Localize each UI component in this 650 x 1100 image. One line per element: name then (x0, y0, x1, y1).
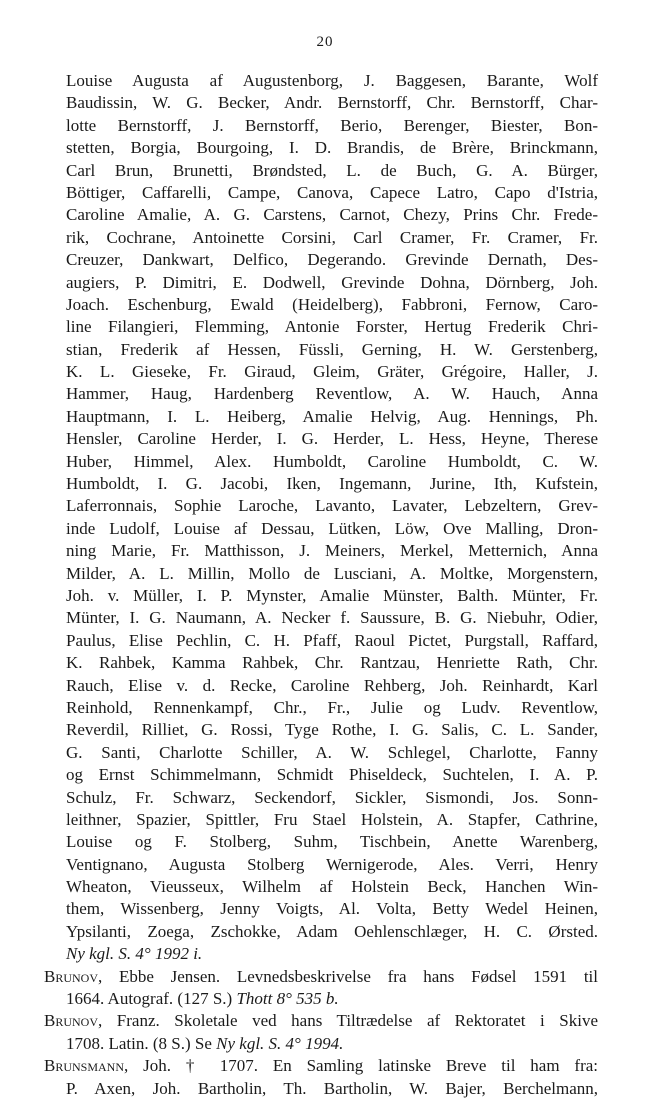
entry-heading-line (44, 1010, 598, 1032)
text-line: Milder, A. L. Millin, Mollo de Lusciani, A. Moltke, Morgenstern, (66, 563, 598, 583)
text-line: G. Santi, Charlotte Schiller, A. W. Schlegel, Charlotte, Fanny (66, 742, 598, 762)
text-line: Baudissin, W. G. Becker, Andr. Bernstorff, Chr. Bernstorff, Char- (66, 93, 598, 113)
text-line: ning Marie, Fr. Matthisson, J. Meiners, Merkel, Metternich, Anna (66, 541, 598, 561)
text-line: stian, Frederik af Hessen, Füssli, Gerning, H. W. Gerstenberg, (66, 339, 598, 359)
text-line: augiers, P. Dimitri, E. Dodwell, Grevinde Dohna, Dörnberg, Joh. (66, 272, 598, 292)
text-line: them, Wissenberg, Jenny Voigts, Al. Volta, Betty Wedel Heinen, (66, 899, 598, 919)
entry-heading-line (44, 966, 598, 988)
entry-text: 1664. Autograf. (127 S.) (66, 989, 233, 1009)
entry-text: , Ebbe Jensen. Levnedsbeskrivelse fra hans Fødsel 1591 til (98, 966, 598, 986)
shelfmark: Ny kgl. S. 4° 1992 i. (66, 944, 203, 964)
text-line: Huber, Himmel, Alex. Humboldt, Caroline Humboldt, C. W. (66, 451, 598, 471)
text-line: Hammer, Haug, Hardenberg Reventlow, A. W. Hauch, Anna (66, 384, 598, 404)
entry-continuation-line (66, 988, 598, 1010)
text-line: Böttiger, Caffarelli, Campe, Canova, Capece Latro, Capo d'Istria, (66, 182, 598, 202)
text-line: lotte Bernstorff, J. Bernstorff, Berio, Berenger, Biester, Bon- (66, 115, 598, 135)
text-line: Reinhold, Rennenkampf, Chr., Fr., Julie og Ludv. Reventlow, (66, 697, 598, 717)
page-number: 20 (316, 34, 334, 50)
text-line: Caroline Amalie, A. G. Carstens, Carnot, Chezy, Prins Chr. Frede- (66, 205, 598, 225)
text-line: Ventignano, Augusta Stolberg Wernigerode, Ales. Verri, Henry (66, 854, 598, 874)
text-line: Creuzer, Dankwart, Delfico, Degerando. Grevinde Dernath, Des- (66, 250, 598, 270)
text-line: og Ernst Schimmelmann, Schmidt Phiseldeck, Suchtelen, I. A. P. (66, 765, 598, 785)
text-line: Paulus, Elise Pechlin, C. H. Pfaff, Raoul Pictet, Purgstall, Raffard, (66, 630, 598, 650)
text-line: K. L. Gieseke, Fr. Giraud, Gleim, Gräter, Grégoire, Haller, J. (66, 362, 598, 382)
text-line: Louise Augusta af Augustenborg, J. Baggesen, Barante, Wolf (66, 71, 598, 90)
index-text (44, 70, 598, 1100)
text-line: stetten, Borgia, Bourgoing, I. D. Brandis, de Brère, Brinckmann, (66, 138, 598, 158)
entry-heading-line (44, 1055, 598, 1077)
text-line: leithner, Spazier, Spittler, Fru Stael Holstein, A. Stapfer, Cathrine, (66, 809, 598, 829)
shelfmark: Thott 8° 535 b. (236, 989, 339, 1009)
entry-continuation-line (66, 1078, 598, 1100)
text-line: rik, Cochrane, Antoinette Corsini, Carl Cramer, Fr. Cramer, Fr. (66, 227, 598, 247)
text-line: Schulz, Fr. Schwarz, Seckendorf, Sickler, Sismondi, Jos. Sonn- (66, 787, 598, 807)
text-line: Louise og F. Stolberg, Suhm, Tischbein, Anette Warenberg, (66, 832, 598, 852)
text-line: K. Rahbek, Kamma Rahbek, Chr. Rantzau, Henriette Rath, Chr. (66, 653, 598, 673)
shelfmark-line (66, 943, 598, 965)
text-line: Ypsilanti, Zoega, Zschokke, Adam Oehlenschlæger, H. C. Ørsted. (66, 921, 598, 941)
text-line: Carl Brun, Brunetti, Brøndsted, L. de Buch, G. A. Bürger, (66, 160, 598, 180)
entry-text: 1708. Latin. (8 S.) Se (66, 1033, 212, 1053)
text-line: Münter, I. G. Naumann, A. Necker f. Saussure, B. G. Niebuhr, Odier, (66, 608, 598, 628)
text-line: Hensler, Caroline Herder, I. G. Herder, L. Hess, Heyne, Therese (66, 429, 598, 449)
entry-text: , Franz. Skoletale ved hans Tiltrædelse af Rektoratet i Skive (98, 1011, 598, 1031)
entry-surname: Brunov (44, 1011, 99, 1031)
text-line: Rauch, Elise v. d. Recke, Caroline Rehberg, Joh. Reinhardt, Karl (66, 675, 598, 695)
shelfmark: Ny kgl. S. 4° 1994. (216, 1033, 344, 1053)
entry-continuation-line (66, 1033, 598, 1055)
text-line: Hauptmann, I. L. Heiberg, Amalie Helvig, Aug. Hennings, Ph. (66, 406, 598, 426)
text-line: Joh. v. Müller, I. P. Mynster, Amalie Münster, Balth. Münter, Fr. (66, 585, 598, 605)
text-line: Reverdil, Rilliet, G. Rossi, Tyge Rothe, I. G. Salis, C. L. Sander, (66, 720, 598, 740)
text-line: Wheaton, Vieusseux, Wilhelm af Holstein Beck, Hanchen Win- (66, 877, 598, 897)
entry-surname: Brunov (44, 966, 99, 986)
continued-entry (66, 70, 598, 943)
text-line: line Filangieri, Flemming, Antonie Forster, Hertug Frederik Chri- (66, 317, 598, 337)
text-line: inde Ludolf, Louise af Dessau, Lütken, Löw, Ove Malling, Dron- (66, 518, 598, 538)
text-line: Joach. Eschenburg, Ewald (Heidelberg), Fabbroni, Fernow, Caro- (66, 294, 598, 314)
entry-surname: Brunsmann (44, 1056, 125, 1076)
text-line: Humboldt, I. G. Jacobi, Iken, Ingemann, Jurine, Ith, Kufstein, (66, 474, 598, 494)
text-line: Laferronnais, Sophie Laroche, Lavanto, Lavater, Lebzeltern, Grev- (66, 496, 598, 516)
entry-text: , Joh. † 1707. En Samling latinske Breve til ham fra: (124, 1056, 598, 1076)
entry-text: P. Axen, Joh. Bartholin, Th. Bartholin, W. Bajer, Berchelmann, (66, 1078, 598, 1098)
